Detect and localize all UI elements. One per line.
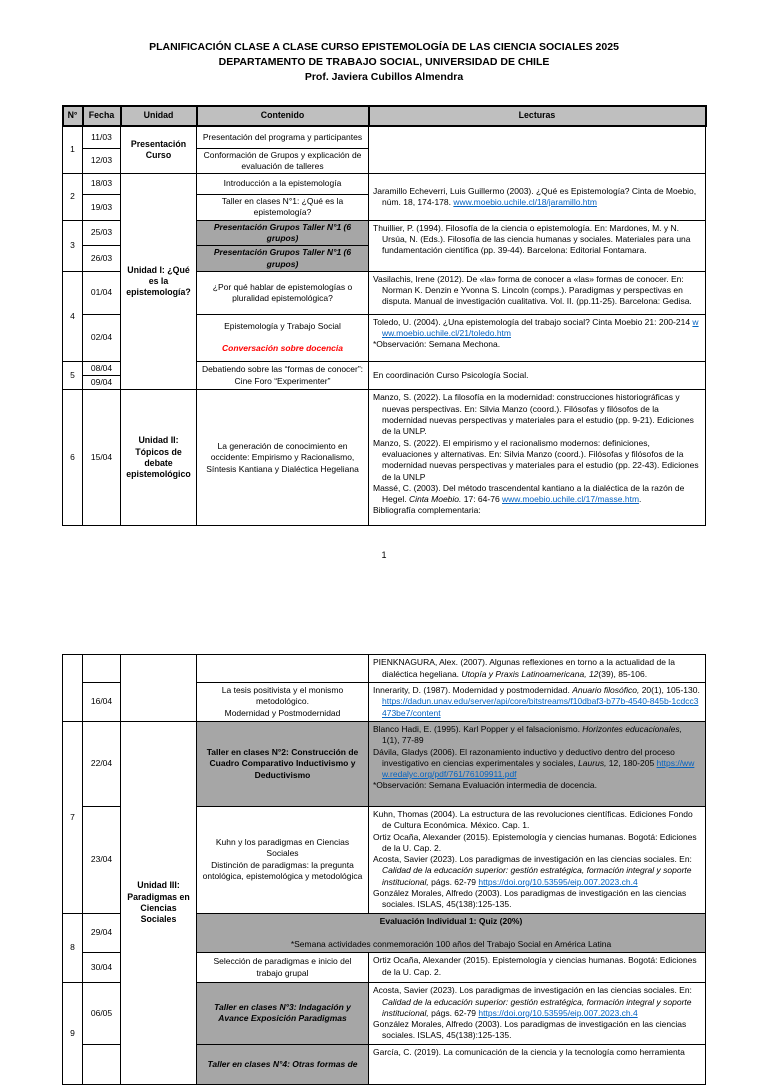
table-row (63, 655, 706, 683)
table-row (63, 174, 706, 195)
workshop-content-cell: Presentación Grupos Taller N°1 (6 grupos) (197, 246, 369, 272)
table-header-row (63, 106, 706, 126)
reference-text: 20(1), 105-130. (639, 685, 700, 696)
book-title: Calidad de la educación superior: gestión estratégica, formación integral y soporte institucional, (382, 996, 692, 1018)
reading-link[interactable]: https://doi.org/10.53595/eip.007.2023.ch.4 (478, 1007, 638, 1018)
reference-text: PIENKNAGURA, Alex. (2007). Algunas reflexiones en torno a la actualidad de la dialéctica hegeliana. (373, 657, 675, 679)
reference (373, 747, 701, 781)
reference-text: Acosta, Savier (2023). Los paradigmas de investigación en las ciencias sociales. En: (373, 985, 692, 996)
reading-link[interactable]: https://www.redalyc.org/pdf/761/76109911.pdf (382, 757, 695, 780)
reference (373, 657, 701, 680)
content-cell: Introducción a la epistemología (197, 174, 369, 195)
reference-text: Dávila, Gladys (2006). El razonamiento inductivo y deductivo dentro del proceso investigativo en ciencias experimentales y sociales, (373, 746, 675, 768)
content-cell: Presentación del programa y participantes (197, 126, 369, 148)
evaluation-banner-cell (197, 913, 706, 953)
date-cell: 06/05 (83, 983, 121, 1044)
reference-text: 12, 180-205 (606, 757, 657, 768)
reference-text: 1(1), 77-89 (382, 735, 424, 746)
unit-cell: Presentación Curso (121, 126, 197, 174)
col-header-lecturas: Lecturas (369, 106, 706, 126)
reference-text: . (639, 494, 642, 505)
workshop-content-cell: Presentación Grupos Taller N°1 (6 grupos) (197, 220, 369, 246)
reference: González Morales, Alfredo (2003). Los paradigmas de investigación en las ciencias sociales. ISLAS, 45(138):125-135. (373, 1019, 687, 1041)
date-cell: 16/04 (83, 683, 121, 722)
planning-table-page1 (62, 105, 707, 526)
reference: Ortiz Ocaña, Alexander (2015). Epistemología y ciencias humanas. Bogotá: Ediciones de la U. Cap. 2. (373, 955, 697, 977)
reference: González Morales, Alfredo (2003). Los paradigmas de investigación en las ciencias sociales. ISLAS, 45(138):125-135. (373, 888, 687, 910)
reference (373, 685, 701, 719)
book-title: Calidad de la educación superior: gestión estratégica, formación integral y soporte institucional, (382, 865, 692, 887)
doc-title-line3: Prof. Javiera Cubillos Almendra (304, 71, 464, 83)
reading-link[interactable]: www.moebio.uchile.cl/18/jaramillo.htm (453, 196, 597, 207)
date-cell: 30/04 (83, 953, 121, 983)
reference (373, 186, 701, 209)
reference-text: 17: 64-76 (461, 494, 503, 505)
unit-cell: Unidad III: Paradigmas en Ciencias Sociales (121, 721, 197, 1084)
content-line: Epistemología y Trabajo Social (224, 321, 341, 332)
content-cell (197, 655, 369, 683)
content-cell: La generación de conocimiento en occidente: Empirismo y Racionalismo, Síntesis Kantiana y Dialéctica Hegeliana (197, 390, 369, 526)
reference: En coordinación Curso Psicología Social. (373, 370, 529, 381)
reference: Manzo, S. (2022). La filosofía en la modernidad: construcciones historiográficas y nuevas perspectivas. En: Silvia Manzo (coord.). Filósofas y filósofos de la modernidad nuevas perspectivas y materiales para el estudio (pp. 9-21). Ediciones de la UNLP. (373, 392, 694, 437)
readings-cell (369, 126, 706, 174)
content-cell: Conformación de Grupos y explicación de evaluación de talleres (197, 148, 369, 174)
content-line: Modernidad y Postmodernidad (224, 707, 341, 718)
reading-link[interactable]: https://dadun.unav.edu/server/api/core/bitstreams/f10dbaf3-b77b-4540-845b-1cdcc3473be7/content (382, 696, 699, 718)
date-cell: 01/04 (83, 271, 121, 314)
reference-text: Blanco Hadi, E. (1995). Karl Popper y el falsacionismo. (373, 723, 583, 734)
col-header-unidad: Unidad (121, 106, 197, 126)
evaluation-note: *Semana actividades conmemoración 100 años del Trabajo Social en América Latina (290, 938, 612, 949)
reference (373, 483, 701, 506)
reference (373, 985, 701, 1019)
workshop-content-cell: Taller en clases N°4: Otras formas de (197, 1044, 369, 1084)
readings-cell (369, 683, 706, 722)
date-cell: 11/03 (83, 126, 121, 148)
date-cell (83, 1044, 121, 1084)
content-cell (197, 683, 369, 722)
doc-title-line1: PLANIFICACIÓN CLASE A CLASE CURSO EPISTEMOLOGÍA DE LAS CIENCIA SOCIALES 2025 (149, 41, 619, 53)
date-cell: 08/04 (83, 361, 121, 375)
col-header-num: N° (63, 106, 83, 126)
readings-cell (369, 721, 706, 806)
reference (373, 317, 701, 340)
reference: Thuillier, P. (1994). Filosofía de la ciencia o epistemología. En: Mardones, M. y N. Ursúa, N. (Eds.). Filosofía de las ciencia humanas y sociales. Materiales para una fundamentación científica (pp. 39-44). Barcelona: Editorial Fontamara. (373, 222, 691, 256)
readings-cell (369, 983, 706, 1044)
readings-cell (369, 655, 706, 683)
reading-link[interactable]: https://doi.org/10.53595/eip.007.2023.ch.4 (478, 876, 638, 887)
date-cell: 19/03 (83, 195, 121, 221)
col-header-fecha: Fecha (83, 106, 121, 126)
observation-note: *Observación: Semana Mechona. (373, 339, 501, 350)
content-cell: Selección de paradigmas e inicio del trabajo grupal (197, 953, 369, 983)
reference-text: Toledo, U. (2004). ¿Una epistemología del trabajo social? Cinta Moebio 21: 200-214 (373, 316, 693, 327)
reference-text: Innerarity, D. (1987). Modernidad y postmodernidad. (373, 685, 573, 696)
date-cell: 29/04 (83, 913, 121, 953)
bibliography-label: Bibliografía complementaria: (373, 505, 481, 516)
readings-cell (369, 806, 706, 913)
col-header-contenido: Contenido (197, 106, 369, 126)
table-row (63, 126, 706, 148)
reference: Vasilachis, Irene (2012). De «la» forma de conocer a «las» formas de conocer. En: Norman K. Denzin e Yvonna S. Lincoln (comps.). Paradigmas y perspectivas en disputa. Manual de investigación cualitativa. Vol. II. (pp.11-25). Barcelona: Gedisa. (373, 273, 692, 307)
session-number-cell: 5 (63, 361, 83, 390)
content-cell: Taller en clases N°1: ¿Qué es la epistemología? (197, 195, 369, 221)
evaluation-title: Evaluación Individual 1: Quiz (20%) (379, 915, 523, 926)
content-cell (197, 806, 369, 913)
reference (373, 854, 701, 888)
readings-cell (369, 390, 706, 526)
readings-cell (369, 1044, 706, 1084)
date-cell (83, 655, 121, 683)
date-cell: 22/04 (83, 721, 121, 806)
session-number-cell: 8 (63, 913, 83, 983)
reference-text: Massé, C. (2003). Del método trascendental kantiano a la dialéctica de la razón de Hegel. (373, 482, 685, 505)
content-cell: Debatiendo sobre las “formas de conocer”: Cine Foro “Experimenter” (197, 361, 369, 390)
readings-cell (369, 220, 706, 271)
date-cell: 15/04 (83, 390, 121, 526)
date-cell: 25/03 (83, 220, 121, 246)
reference (373, 724, 701, 747)
reference-text: págs. 62-79 (428, 876, 479, 887)
reference-text: págs. 62-79 (428, 1007, 479, 1018)
reference-text: (39), 85-106. (598, 668, 648, 679)
readings-cell (369, 953, 706, 983)
document-page-2 (0, 654, 768, 1084)
reading-link[interactable]: www.moebio.uchile.cl/17/masse.htm (502, 494, 640, 505)
content-line: La tesis positivista y el monismo metodológico. (221, 685, 344, 707)
date-cell: 18/03 (83, 174, 121, 195)
session-number-cell: 7 (63, 721, 83, 913)
teaching-note: Conversación sobre docencia (222, 343, 343, 354)
unit-cell (121, 655, 197, 721)
content-cell: ¿Por qué hablar de epistemologías o pluralidad epistemológica? (197, 271, 369, 314)
journal-title: Laurus, (578, 757, 607, 768)
session-number-cell: 3 (63, 220, 83, 271)
reading-link[interactable]: www.moebio.uchile.cl/21/toledo.htm (382, 316, 699, 339)
journal-title: Utopía y Praxis Latinoamericana, 12 (461, 668, 599, 679)
session-number-cell: 1 (63, 126, 83, 174)
workshop-content-cell: Taller en clases N°3: Indagación y Avance Exposición Paradigmas (197, 983, 369, 1044)
content-line: Distinción de paradigmas: la pregunta ontológica, epistemológica y metodológica (202, 859, 363, 882)
date-cell: 26/03 (83, 246, 121, 272)
session-number-cell: 2 (63, 174, 83, 221)
readings-cell (369, 271, 706, 314)
reference: Kuhn, Thomas (2004). La estructura de las revoluciones científicas. Ediciones Fondo de Cultura Económica. México. Cap. 1. (373, 808, 693, 831)
journal-title: Cinta Moebio. (408, 494, 462, 505)
page-number: 1 (381, 550, 387, 561)
content-line: Kuhn y los paradigmas en Ciencias Sociales (215, 837, 350, 859)
planning-table-page2 (62, 654, 706, 1084)
document-page-1 (0, 40, 768, 560)
date-cell: 23/04 (83, 806, 121, 913)
reference: Ortiz Ocaña, Alexander (2015). Epistemología y ciencias humanas. Bogotá: Ediciones de la U. Cap. 2. (373, 831, 697, 853)
doc-title-line2: DEPARTAMENTO DE TRABAJO SOCIAL, UNIVERSIDAD DE CHILE (218, 56, 550, 68)
table-row (63, 721, 706, 806)
session-number-cell: 6 (63, 390, 83, 526)
observation-note: *Observación: Semana Evaluación intermedia de docencia. (373, 780, 597, 791)
unit-cell: Unidad I: ¿Qué es la epistemología? (121, 174, 197, 390)
session-number-cell: 4 (63, 271, 83, 361)
unit-cell: Unidad II: Tópicos de debate epistemológico (121, 390, 197, 526)
workshop-content-cell: Taller en clases N°2: Construcción de Cuadro Comparativo Inductivismo y Deductivismo (197, 721, 369, 806)
reference-text: Jaramillo Echeverri, Luis Guillermo (2003). ¿Qué es Epistemología? Cinta de Moebio, núm. 18, 174-178. (373, 185, 697, 207)
reference: Manzo, S. (2022). El empirismo y el racionalismo modernos: definiciones, evaluaciones y alternativas. En: Silvia Manzo (coord.). Filósofas y filósofos de la modernidad nuevas perspectivas y materiales para el estudio (pp. 22-43). Ediciones de la UNLP (373, 437, 699, 482)
journal-title: Anuario filosófico, (572, 685, 640, 696)
session-number-cell (63, 655, 83, 721)
reference: García, C. (2019). La comunicación de la ciencia y la tecnología como herramienta (373, 1046, 685, 1057)
readings-cell (369, 361, 706, 390)
journal-title: Horizontes educacionales, (582, 723, 682, 734)
date-cell: 12/03 (83, 148, 121, 174)
session-number-cell: 9 (63, 983, 83, 1084)
readings-cell (369, 314, 706, 361)
content-cell (197, 314, 369, 361)
readings-cell (369, 174, 706, 221)
date-cell: 09/04 (83, 376, 121, 390)
table-row (63, 390, 706, 526)
date-cell: 02/04 (83, 314, 121, 361)
document-header (0, 40, 768, 85)
reference-text: Acosta, Savier (2023). Los paradigmas de investigación en las ciencias sociales. En: (373, 854, 692, 865)
